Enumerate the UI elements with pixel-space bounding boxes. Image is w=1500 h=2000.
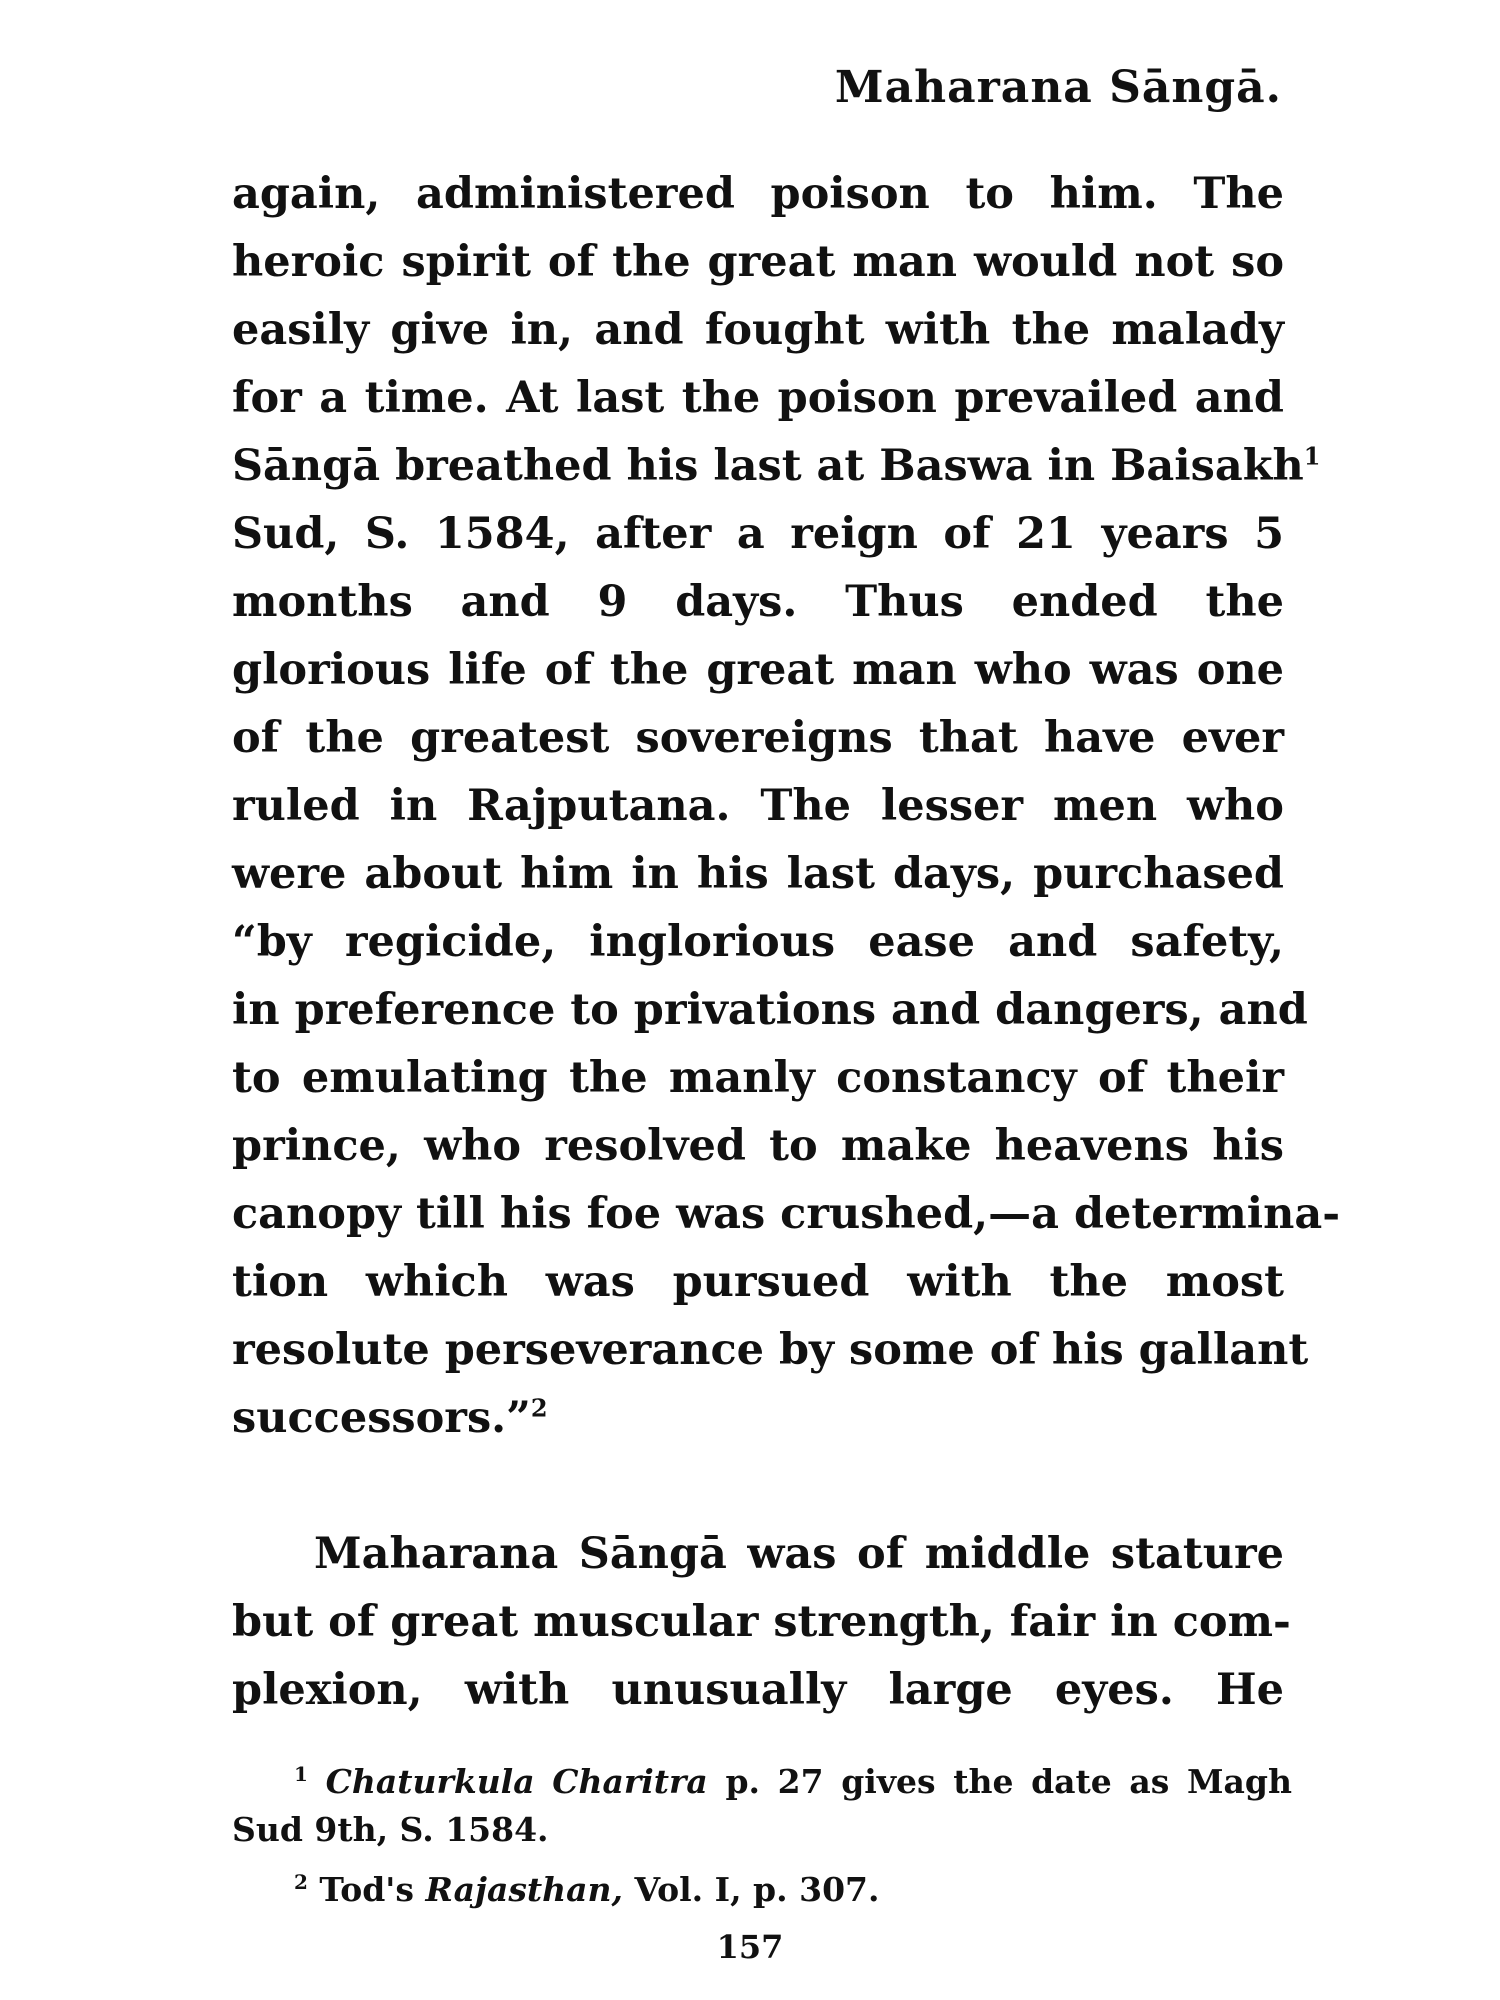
text-line: Maharana Sāngā was of middle stature (314, 1529, 1284, 1579)
footnote-2 (232, 1866, 1292, 1914)
text-line: heroic spirit of the great man would not so (232, 237, 1284, 287)
text-line-with-footnote (232, 1384, 1284, 1452)
text-line: of the greatest sovereigns that have ever (232, 713, 1284, 763)
text-line: in preference to privations and dangers, and (232, 985, 1308, 1035)
main-text (232, 160, 1341, 1724)
footnote-2-text: Vol. I, p. 307. (634, 1870, 880, 1909)
text-line: resolute perseverance by some of his gallant (232, 1325, 1309, 1375)
footnote-2-title: Rajasthan, (425, 1870, 624, 1909)
text-line: prince, who resolved to make heavens his (232, 1121, 1284, 1171)
paragraph-1 (232, 160, 1341, 1452)
running-title: Maharana Sāngā. (834, 62, 1282, 113)
text-line: months and 9 days. Thus ended the (232, 577, 1284, 627)
footnotes (232, 1758, 1292, 1914)
paragraph-2 (232, 1520, 1291, 1724)
text-line: but of great muscular strength, fair in com- (232, 1597, 1291, 1647)
text-line: glorious life of the great man who was one (232, 645, 1284, 695)
text-line: “by regicide, inglorious ease and safety, (232, 917, 1284, 967)
footnote-1-text: p. 27 gives the date as Magh (725, 1762, 1292, 1801)
text-line: to emulating the manly constancy of their (232, 1053, 1284, 1103)
text-line: ruled in Rajputana. The lesser men who (232, 781, 1284, 831)
text-line: Sud, S. 1584, after a reign of 21 years 5 (232, 509, 1284, 559)
text-line: tion which was pursued with the most (232, 1257, 1284, 1307)
text-line: canopy till his foe was crushed,—a determina- (232, 1189, 1341, 1239)
text-line: plexion, with unusually large eyes. He (232, 1665, 1284, 1715)
footnote-1-title: Chaturkula Charitra (325, 1762, 708, 1801)
text-line-content: successors.” (232, 1393, 531, 1443)
text-line-content: Sāngā breathed his last at Baswa in Baisakh (232, 441, 1304, 491)
text-line: were about him in his last days, purchased (232, 849, 1284, 899)
footnote-2-author: Tod's (319, 1870, 414, 1909)
text-line-with-footnote (232, 432, 1321, 500)
text-line: for a time. At last the poison prevailed and (232, 373, 1284, 423)
text-line: again, administered poison to him. The (232, 169, 1284, 219)
footnote-2-mark: 2 (294, 1870, 308, 1894)
footnote-1-continuation: Sud 9th, S. 1584. (232, 1810, 549, 1849)
footnote-1 (232, 1758, 1292, 1806)
text-line: easily give in, and fought with the malady (232, 305, 1284, 355)
footnote-marker-2: 2 (530, 1393, 548, 1423)
footnote-1-mark: 1 (294, 1762, 308, 1786)
footnote-marker-1: 1 (1303, 441, 1321, 471)
page-number: 157 (716, 1928, 784, 1966)
